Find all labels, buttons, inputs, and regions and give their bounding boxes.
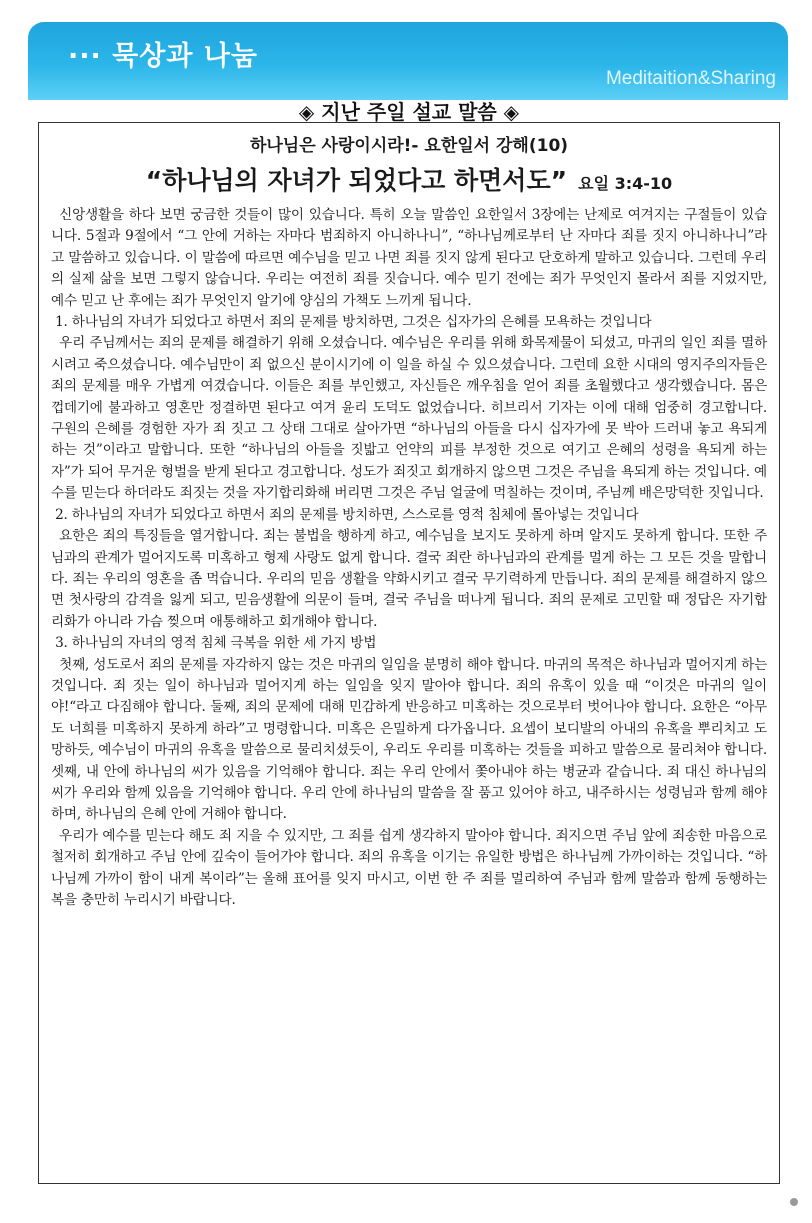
sermon-body	[51, 205, 767, 911]
banner-subtitle: Meditaition&Sharing	[605, 68, 776, 89]
point-1-body: 우리 주님께서는 죄의 문제를 해결하기 위해 오셨습니다. 예수님은 우리를 위해 화목제물이 되셨고, 마귀의 일인 죄를 멸하시려고 죽으셨습니다. 예수님만이 죄 없으신 분이시기에 이 일을 하실 수 있으셨습니다. 그런데 요한 시대의 영지주의자들은 죄의 문제를 매우 가볍게 여겼습니다. 이들은 죄를 부인했고, 자신들은 깨우침을 얻어 죄를 초월했다고 생각했습니다. 몸은 껍데기에 불과하고 영혼만 정결하면 된다고 여겨 윤리 도덕도 없었습니다. 히브리서 기자는 이에 대해 엄중히 경고합니다. 구원의 은혜를 경험한 자가 죄 짓고 그 상태 그대로 살아가면 “하나님의 아들을 다시 십자가에 못 박아 드러내 놓고 욕되게 하는 것”이라고 말합니다. 또한 “하나님의 아들을 짓밟고 언약의 피를 부정한 것으로 여기고 은혜의 성령을 욕되게 하는 자”가 되어 무거운 형벌을 받게 된다고 경고합니다. 성도가 죄짓고 회개하지 않으면 그것은 주님을 욕되게 하는 것입니다. 예수를 믿는다 하더라도 죄짓는 것을 자기합리화해 버리면 그것은 주님 얼굴에 먹칠하는 것이며, 주님께 배은망덕한 짓입니다.	[51, 335, 767, 502]
banner-title: ··· 묵상과 나눔	[68, 41, 258, 72]
point-2-heading: 2. 하나님의 자녀가 되었다고 하면서 죄의 문제를 방치하면, 스스로를 영적 침체에 몰아넣는 것입니다	[55, 506, 639, 523]
point-2-body: 요한은 죄의 특징들을 열거합니다. 죄는 불법을 행하게 하고, 예수님을 보지도 못하게 하며 알지도 못하게 합니다. 또한 주님과의 관계가 멀어지도록 미혹하고 형제 사랑도 없게 합니다. 결국 죄란 하나님과의 관계를 멀게 하는 그 모든 것을 말합니다. 죄는 우리의 영혼을 좀 먹습니다. 우리의 믿음 생활을 약화시키고 결국 무기력하게 만듭니다. 죄의 문제를 해결하지 않으면 첫사랑의 감격을 잃게 되고, 믿음생활에 의문이 들며, 결국 주님을 떠나게 됩니다. 죄의 문제로 고민할 때 정답은 자기합리화가 아니라 가슴 찢으며 애통해하고 회개해야 합니다.	[51, 528, 767, 630]
sermon-series: 하나님은 사랑이시라!- 요한일서 강해(10)	[249, 136, 569, 156]
section-header: ◈ 지난 주일 설교 말씀 ◈	[298, 100, 520, 124]
sermon-title: “하나님의 자녀가 되었다고 하면서도”	[145, 166, 568, 195]
paragraph-conclusion: 우리가 예수를 믿는다 해도 죄 지을 수 있지만, 그 죄를 쉽게 생각하지 말아야 합니다. 죄지으면 주님 앞에 죄송한 마음으로 철저히 회개하고 주님 안에 깊숙이 들어가야 합니다. 죄의 유혹을 이기는 유일한 방법은 하나님께 가까이하는 것입니다. “하나님께 가까이 함이 내게 복이라”는 올해 표어를 잊지 마시고, 이번 한 주 죄를 멀리하여 주님과 함께 말씀과 함께 동행하는 복을 충만히 누리시기 바랍니다.	[51, 827, 767, 908]
header-banner	[28, 22, 788, 100]
scripture-reference: 요일 3:4-10	[578, 174, 673, 193]
paragraph-intro: 신앙생활을 하다 보면 궁금한 것들이 많이 있습니다. 특히 오늘 말씀인 요한일서 3장에는 난제로 여겨지는 구절들이 있습니다. 5절과 9절에서 “그 안에 거하는 자마다 범죄하지 아니하나니”, “하나님께로부터 난 자마다 죄를 짓지 아니하나니”라고 말씀하고 있습니다. 이 말씀에 따르면 예수님을 믿고 나면 죄를 짓지 않게 된다고 단호하게 말하고 있습니다. 그런데 우리의 실제 삶을 보면 그렇지 않습니다. 우리는 여전히 죄를 짓습니다. 예수 믿기 전에는 죄가 무엇인지 몰라서 죄를 지었지만, 예수 믿고 난 후에는 죄가 무엇인지 알기에 양심의 가책도 느끼게 됩니다.	[51, 207, 767, 309]
point-3-heading: 3. 하나님의 자녀의 영적 침체 극복을 위한 세 가지 방법	[55, 635, 377, 652]
sermon-box	[38, 122, 780, 1184]
page-corner-dot	[790, 1198, 798, 1206]
point-1-heading: 1. 하나님의 자녀가 되었다고 하면서 죄의 문제를 방치하면, 그것은 십자가의 은혜를 모욕하는 것입니다	[55, 314, 652, 331]
point-3-body: 첫째, 성도로서 죄의 문제를 자각하지 않는 것은 마귀의 일임을 분명히 해야 합니다. 마귀의 목적은 하나님과 멀어지게 하는 것입니다. 죄 짓는 일이 하나님과 멀어지게 하는 일임을 잊지 말아야 합니다. 죄의 유혹이 있을 때 “이것은 마귀의 일이야!“라고 다짐해야 합니다. 둘째, 죄의 문제에 대해 민감하게 반응하고 미혹하는 것으로부터 벗어나야 합니다. 요한은 “아무도 너희를 미혹하지 못하게 하라”고 명령합니다. 미혹은 은밀하게 다가옵니다. 요셉이 보디발의 아내의 유혹을 뿌리치고 도망하듯, 예수님이 마귀의 유혹을 말씀으로 물리치셨듯이, 우리도 우리를 미혹하는 것들을 피하고 말씀으로 물리쳐야 합니다. 셋째, 내 안에 하나님의 씨가 있음을 기억해야 합니다. 죄는 우리 안에서 쫓아내야 하는 병균과 같습니다. 죄 대신 하나님의 씨가 우리와 함께 있음을 기억해야 합니다. 우리 안에 하나님의 말씀을 잘 품고 있어야 하고, 내주하시는 성령님과 함께 해야 하며, 하나님의 은혜 안에 거해야 합니다.	[51, 656, 767, 823]
sermon-title-row	[39, 161, 779, 197]
